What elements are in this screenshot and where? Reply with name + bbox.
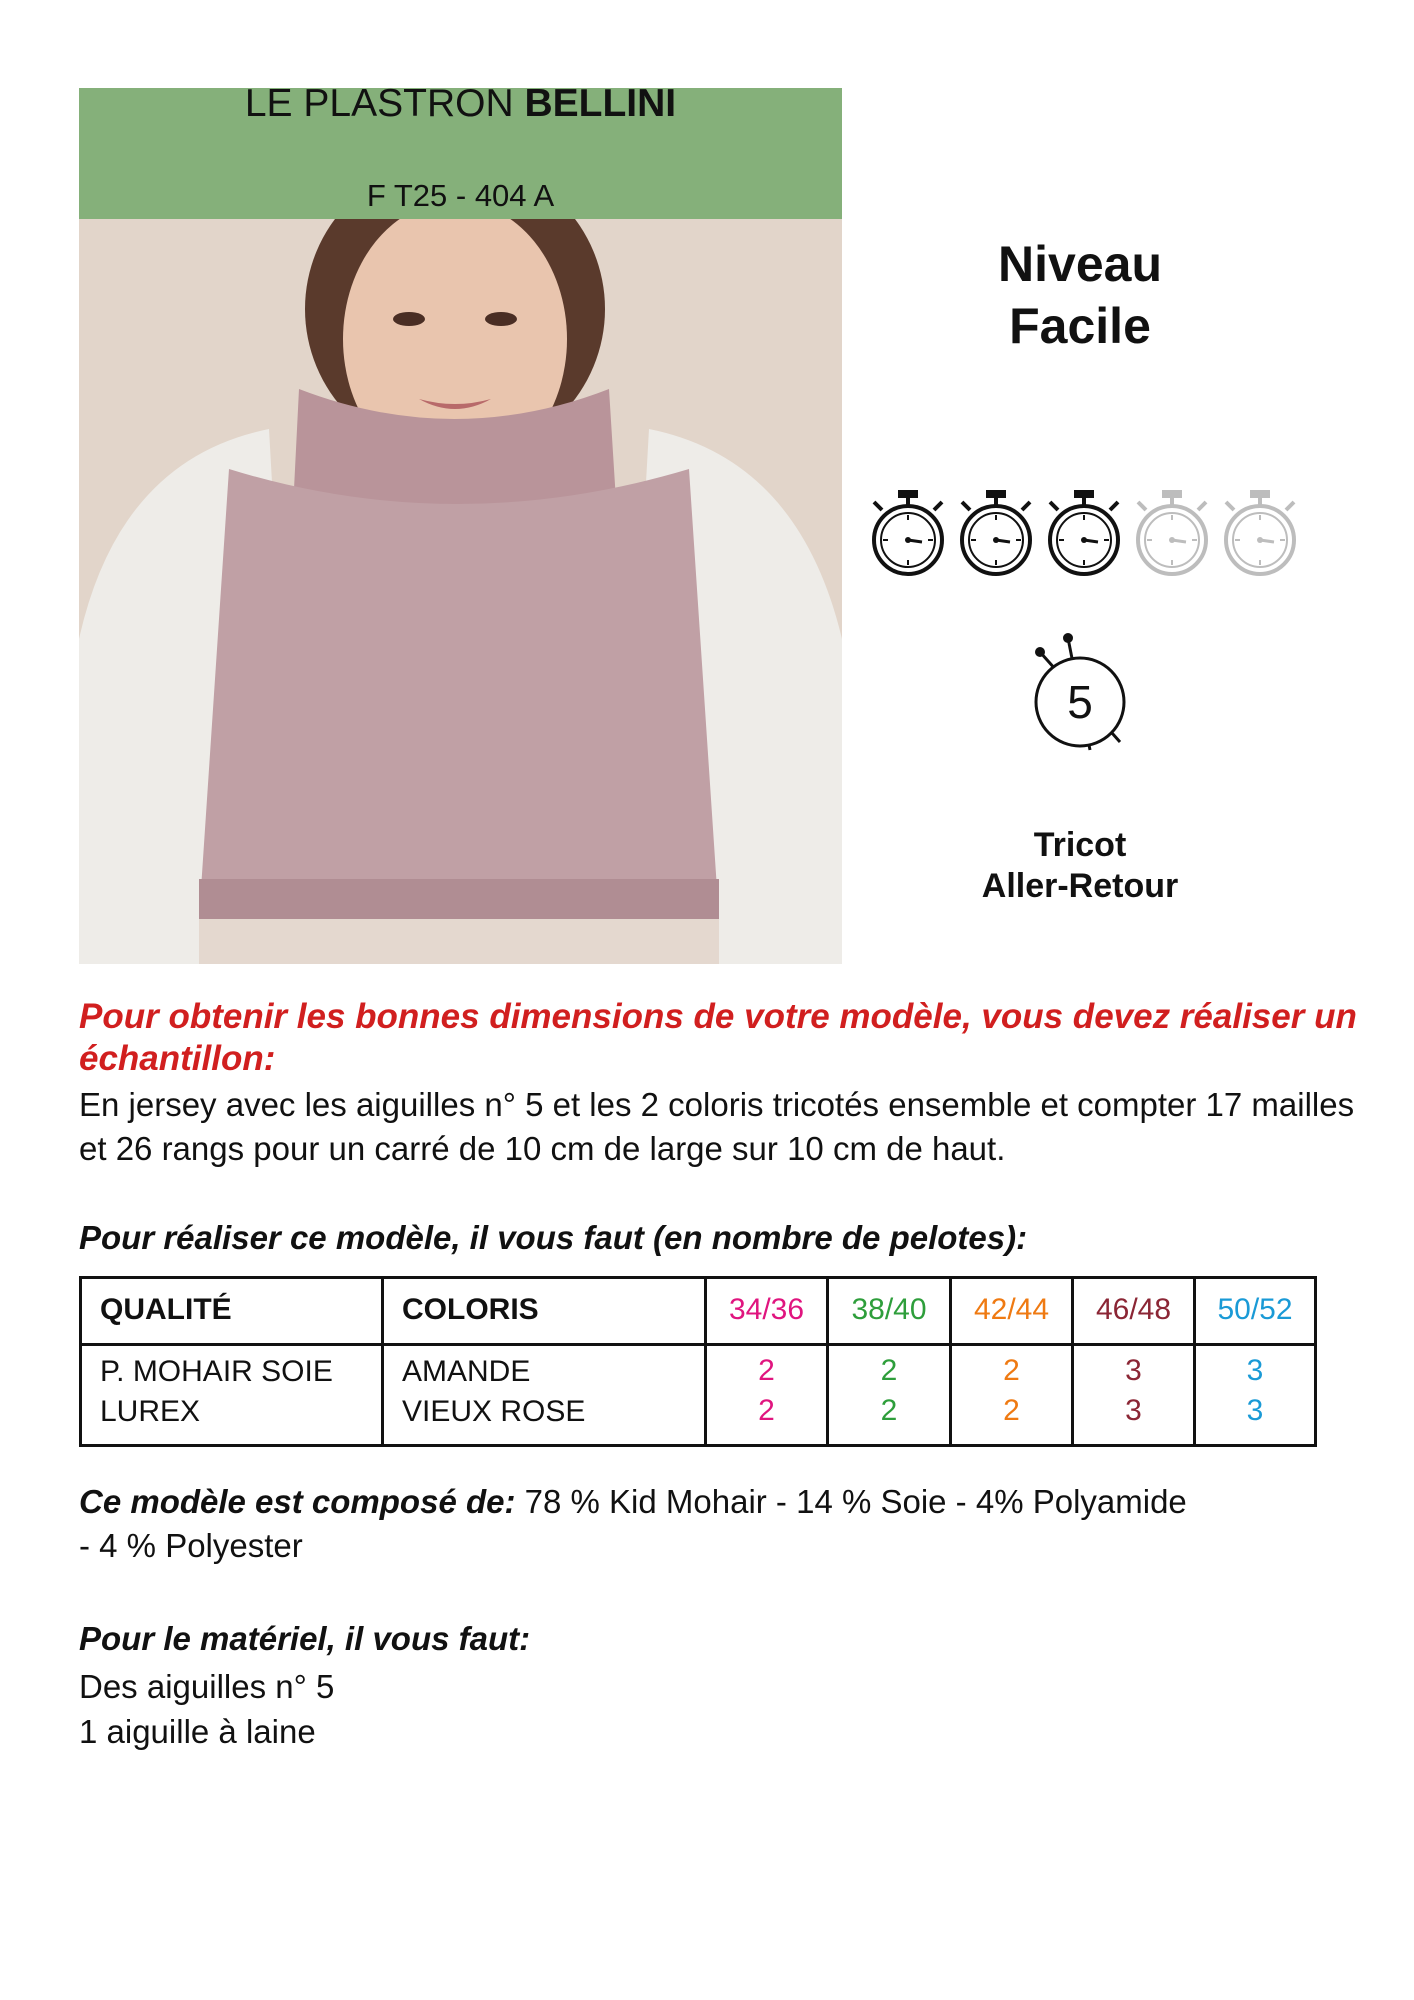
material-item: 1 aiguille à laine [79, 1713, 316, 1750]
pattern-title-prefix: LE PLASTRON [244, 82, 525, 125]
gauge-heading: Pour obtenir les bonnes dimensions de votre modèle, vous devez réaliser un échantillon: [79, 997, 1357, 1078]
quality-cell: LUREX [100, 1395, 201, 1428]
needle-size-icon [1020, 632, 1140, 762]
technique-line-2: Aller-Retour [981, 867, 1179, 905]
skein-count: 2 [1003, 1354, 1020, 1387]
size-header: 42/44 [973, 1293, 1050, 1326]
yarn-table [79, 1276, 1317, 1447]
composition [79, 1480, 1369, 1568]
column-header-quality: QUALITÉ [100, 1293, 232, 1326]
model-photo-illustration [79, 219, 842, 964]
material-item: Des aiguilles n° 5 [79, 1668, 335, 1705]
color-cell: AMANDE [402, 1355, 531, 1388]
pattern-title-name: BELLINI [524, 82, 677, 125]
skein-count: 3 [1125, 1394, 1142, 1427]
material-heading: Pour le matériel, il vous faut: [79, 1620, 531, 1657]
skein-count: 2 [1003, 1394, 1020, 1427]
difficulty-timers [864, 482, 1304, 582]
needle-size-number: 5 [1067, 676, 1093, 728]
skein-count: 2 [758, 1354, 775, 1387]
size-header: 34/36 [728, 1293, 805, 1326]
skein-count: 2 [880, 1354, 898, 1387]
color-cell: VIEUX ROSE [402, 1395, 586, 1428]
gauge-text: En jersey avec les aiguilles n° 5 et les 2 coloris tricotés ensemble et compter 17 mailles et 26 rangs pour un carré de 10 cm de large sur 10 cm de haut. [79, 1086, 1355, 1167]
pattern-reference: F T25 - 404 A [366, 178, 555, 213]
skein-count: 3 [1246, 1354, 1264, 1387]
quality-cell: P. MOHAIR SOIE [100, 1355, 333, 1388]
size-header: 46/48 [1095, 1293, 1172, 1326]
composition-line-2: - 4 % Polyester [79, 1527, 303, 1564]
level-label: Niveau [998, 236, 1162, 292]
pattern-title [79, 82, 842, 126]
skein-count: 2 [880, 1394, 898, 1427]
stopwatch-icon [1050, 490, 1118, 574]
stopwatch-icon [1138, 490, 1206, 574]
technique-line-1: Tricot [1033, 826, 1127, 864]
model-photo [79, 219, 842, 964]
level-value: Facile [1009, 298, 1151, 354]
stopwatch-icon [962, 490, 1030, 574]
size-header: 50/52 [1217, 1293, 1293, 1326]
column-header-colors: COLORIS [402, 1293, 539, 1326]
yarn-heading: Pour réaliser ce modèle, il vous faut (en nombre de pelotes): [79, 1219, 1028, 1256]
skein-count: 2 [758, 1394, 775, 1427]
composition-heading: Ce modèle est composé de: [79, 1483, 516, 1520]
skein-count: 3 [1246, 1394, 1264, 1427]
stopwatch-icon [874, 490, 942, 574]
size-header: 38/40 [851, 1293, 927, 1326]
composition-line-1: 78 % Kid Mohair - 14 % Soie - 4% Polyamide [524, 1483, 1187, 1520]
stopwatch-icon [1226, 490, 1294, 574]
skein-count: 3 [1125, 1354, 1142, 1387]
